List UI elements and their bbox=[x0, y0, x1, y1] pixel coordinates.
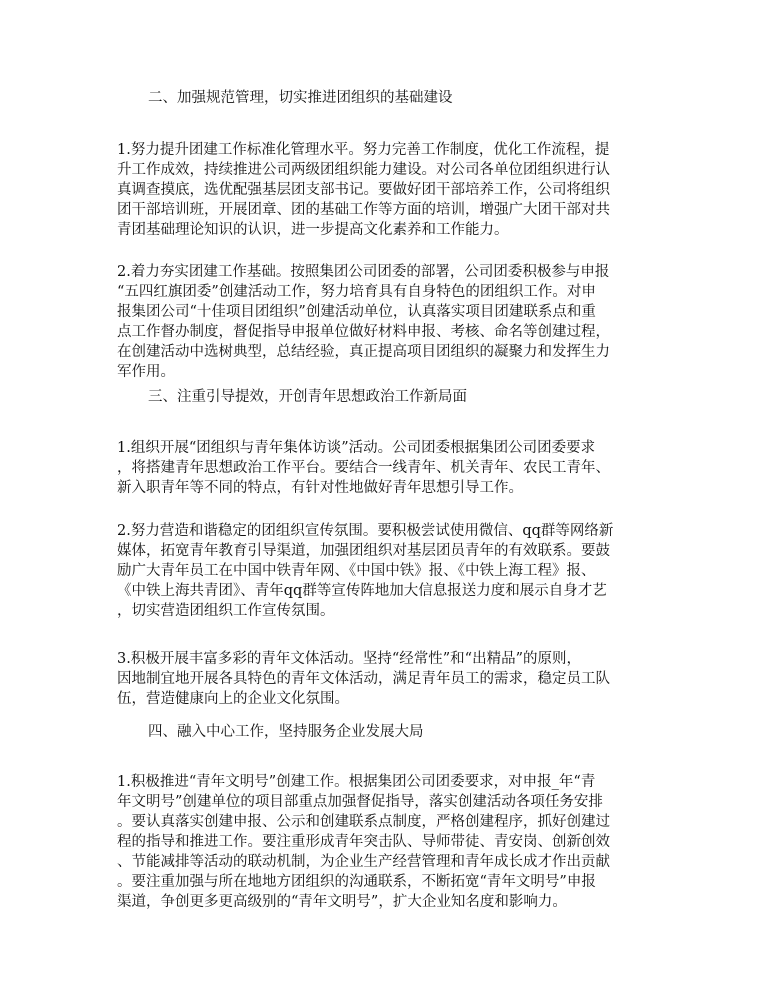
text-line: 励广大青年员工在中国中铁青年网、《中国中铁》报、《中铁上海工程》报、 bbox=[117, 563, 596, 579]
text-line: 。要认真落实创建申报、公示和创建联系点制度，严格创建程序，抓好创建过 bbox=[117, 814, 610, 830]
paragraph-4-1 bbox=[117, 772, 662, 912]
section-heading-4: 四、融入中心工作，坚持服务企业发展大局 bbox=[148, 724, 424, 740]
text-line: 。要注重加强与所在地地方团组织的沟通联系，不断拓宽“青年文明号”申报 bbox=[117, 874, 596, 890]
text-line: 1.积极推进“青年文明号”创建工作。根据集团公司团委要求，对申报_年“青 bbox=[117, 774, 596, 790]
text-line: 报集团公司“十佳项目团组织”创建活动单位，认真落实项目团建联系点和重 bbox=[117, 304, 596, 320]
text-line: 真调查摸底，选优配强基层团支部书记。要做好团干部培养工作，公司将组织 bbox=[117, 182, 610, 198]
text-line: 升工作成效，持续推进公司两级团组织能力建设。对公司各单位团组织进行认 bbox=[117, 162, 610, 178]
text-line: 2.着力夯实团建工作基础。按照集团公司团委的部署，公司团委积极参与申报 bbox=[117, 264, 610, 280]
text-line: 、节能减排等活动的联动机制，为企业生产经营管理和青年成长成才作出贡献 bbox=[117, 854, 610, 870]
text-line: 渠道，争创更多更高级别的“青年文明号”，扩大企业知名度和影响力。 bbox=[117, 894, 567, 910]
text-line: 程的指导和推进工作。要注重形成青年突击队、导师带徒、青安岗、创新创效 bbox=[117, 834, 610, 850]
text-line: 年文明号”创建单位的项目部重点加强督促指导，落实创建活动各项任务安排 bbox=[117, 794, 603, 810]
text-line: 《中铁上海共青团》、青年qq群等宣传阵地加大信息报送力度和展示自身才艺 bbox=[117, 583, 607, 599]
text-line: 2.努力营造和谐稳定的团组织宣传氛围。要积极尝试使用微信、qq群等网络新 bbox=[117, 523, 614, 539]
text-line: 媒体，拓宽青年教育引导渠道，加强团组织对基层团员青年的有效联系。要鼓 bbox=[117, 543, 610, 559]
text-line: 团干部培训班，开展团章、团的基础工作等方面的培训，增强广大团干部对共 bbox=[117, 202, 610, 218]
text-line: “五四红旗团委”创建活动工作，努力培育具有自身特色的团组织工作。对申 bbox=[117, 284, 596, 300]
text-line: 3.积极开展丰富多彩的青年文体活动。坚持“经常性”和“出精品”的原则， bbox=[117, 651, 581, 667]
text-line: ，将搭建青年思想政治工作平台。要结合一线青年、机关青年、农民工青年、 bbox=[117, 460, 610, 476]
text-line: 伍，营造健康向上的企业文化氛围。 bbox=[117, 691, 349, 707]
section-heading-2: 二、加强规范管理，切实推进团组织的基础建设 bbox=[148, 90, 453, 106]
text-line: 青团基础理论知识的认识，进一步提高文化素养和工作能力。 bbox=[117, 222, 509, 238]
text-line: 1.努力提升团建工作标准化管理水平。努力完善工作制度，优化工作流程，提 bbox=[117, 142, 610, 158]
text-line: 军作用。 bbox=[117, 364, 175, 380]
section-heading-3: 三、注重引导提效，开创青年思想政治工作新局面 bbox=[148, 389, 467, 405]
paragraph-2-1 bbox=[117, 140, 662, 240]
text-line: 在创建活动中选树典型，总结经验，真正提高项目团组织的凝聚力和发挥生力 bbox=[117, 344, 610, 360]
text-line: 新入职青年等不同的特点，有针对性地做好青年思想引导工作。 bbox=[117, 480, 523, 496]
text-line: 点工作督办制度，督促指导申报单位做好材料申报、考核、命名等创建过程， bbox=[117, 324, 610, 340]
paragraph-3-3 bbox=[117, 649, 662, 709]
text-line: 1.组织开展“团组织与青年集体访谈”活动。公司团委根据集团公司团委要求 bbox=[117, 440, 596, 456]
text-line: ，切实营造团组织工作宣传氛围。 bbox=[117, 603, 335, 619]
text-line: 因地制宜地开展各具特色的青年文体活动，满足青年员工的需求，稳定员工队 bbox=[117, 671, 610, 687]
paragraph-3-1 bbox=[117, 438, 662, 498]
paragraph-2-2 bbox=[117, 262, 662, 382]
paragraph-3-2 bbox=[117, 521, 662, 621]
